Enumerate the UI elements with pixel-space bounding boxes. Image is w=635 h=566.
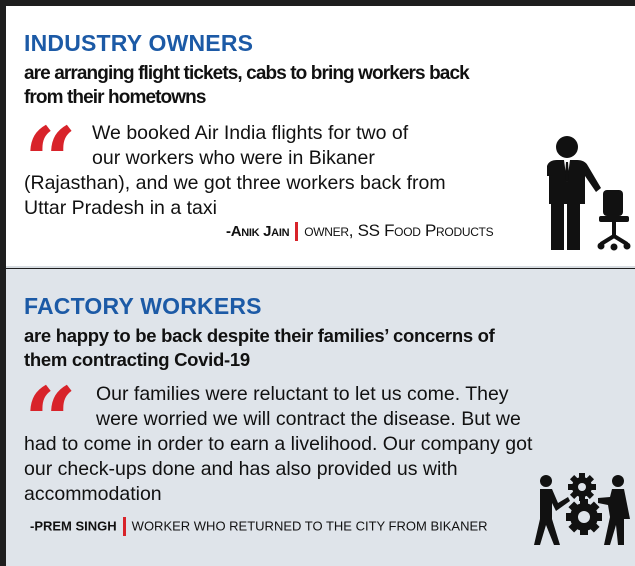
workers-quote-line-5: accommodation bbox=[24, 483, 162, 505]
industry-quote-line-4: Uttar Pradesh in a taxi bbox=[24, 197, 217, 219]
red-divider bbox=[295, 222, 298, 241]
red-quote-mark-icon: “ bbox=[24, 367, 77, 475]
industry-attribution bbox=[226, 221, 493, 241]
workers-attribution-name: -PREM SINGH bbox=[30, 518, 117, 534]
workers-quote-line-1: Our families were reluctant to let us come. They bbox=[96, 383, 509, 405]
red-divider bbox=[123, 517, 126, 536]
factory-workers-panel bbox=[6, 269, 635, 566]
workers-subhead-line-2: them contracting Covid-19 bbox=[24, 349, 250, 370]
industry-attribution-role: owner, SS Food Products bbox=[304, 221, 494, 240]
workers-quote-line-4: our check-ups done and has also provided us with bbox=[24, 458, 458, 480]
workers-attribution-role: WORKER WHO RETURNED TO THE CITY FROM BIKANER bbox=[131, 518, 488, 534]
businessman-with-chair-icon bbox=[541, 132, 633, 252]
workers-with-gears-icon bbox=[534, 467, 630, 547]
workers-attribution bbox=[30, 517, 488, 536]
red-quote-mark-icon: “ bbox=[24, 107, 77, 215]
industry-quote-line-1: We booked Air India flights for two of bbox=[92, 122, 409, 144]
industry-subhead-line-1: are arranging flight tickets, cabs to bring workers back bbox=[24, 63, 469, 84]
industry-attribution-name: -Anik Jain bbox=[226, 223, 290, 240]
infographic bbox=[6, 6, 635, 566]
industry-owners-panel bbox=[6, 6, 635, 268]
workers-subhead-line-1: are happy to be back despite their families’ concerns of bbox=[24, 325, 495, 346]
industry-subhead-line-2: from their hometowns bbox=[24, 87, 206, 108]
workers-quote-line-3: had to come in order to earn a livelihood. Our company got bbox=[24, 433, 533, 455]
industry-heading: INDUSTRY OWNERS bbox=[24, 30, 254, 56]
industry-quote-line-3: (Rajasthan), and we got three workers back from bbox=[24, 172, 446, 194]
workers-heading: FACTORY WORKERS bbox=[24, 293, 262, 319]
industry-quote-line-2: our workers who were in Bikaner bbox=[92, 147, 375, 169]
workers-quote-line-2: were worried we will contract the disease. But we bbox=[96, 408, 521, 430]
